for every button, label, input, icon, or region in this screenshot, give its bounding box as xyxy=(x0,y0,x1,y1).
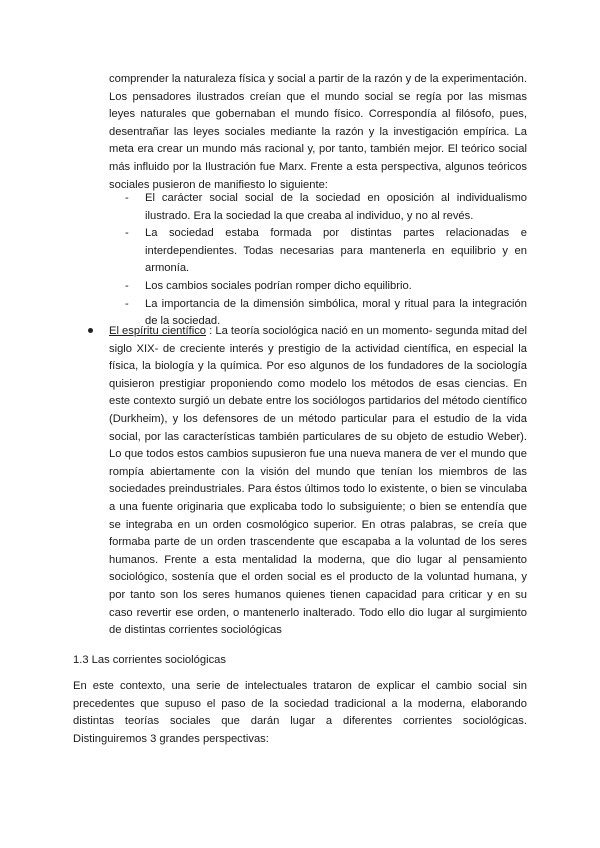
dash-list xyxy=(125,190,527,331)
bullet-item-espiritu-cientifico xyxy=(88,323,527,640)
dash-marker: - xyxy=(125,227,129,240)
bullet-dot-icon xyxy=(88,328,93,333)
section-heading: 1.3 Las corrientes sociológicas xyxy=(73,654,226,666)
bullet-title: El espíritu científico xyxy=(109,325,207,337)
dash-marker: - xyxy=(125,297,129,310)
list-item xyxy=(125,278,527,296)
intro-paragraph: comprender la naturaleza física y social a partir de la razón y de la experimentación. Los pensadores ilustrados creían que el mundo social se regía por las mismas leyes naturales que gobernaban el mundo físico. Correspondía al filósofo, pues, desentrañar las leyes sociales mediante la razón y la investigación empírica. La meta era crear un mundo más racional y, por tanto, también mejor. El teórico social más influido por la Ilustración fue Marx. Frente a esta perspectiva, algunos teóricos sociales pusieron de manifiesto lo siguiente: xyxy=(109,73,527,191)
bullet-text: : La teoría sociológica nació en un momento- segunda mitad del siglo XIX- de creciente interés y prestigio de la actividad científica, en especial la física, la biología y la química. Por eso algunos de los fundadores de la sociología quisieron prestigiar proponiendo como modelo los métodos de esas ciencias. En este contexto surgió un debate entre los sociólogos partidarios del método científico (Durkheim), y los defensores de un método particular para el estudio de la vida social, por las características también particulares de su objeto de estudio Weber). Lo que todos estos cambios supusieron fue una nueva manera de ver el mundo que rompía abiertamente con la visión del mundo que tenían los miembros de las sociedades preindustriales. Para éstos últimos todo lo existente, o bien se vinculaba a una fuente originaria que explicaba todo lo subsiguiente; o bien se entendía que se integraba en un orden cosmológico superior. En otras palabras, se creía que formaba parte de un orden trascendente que escapaba a la voluntad de los seres humanos. Frente a esta mentalidad la moderna, que dio lugar al pensamiento sociológico, sostenía que el orden social es el producto de la voluntad humana, y por tanto son los seres humanos quienes tienen capacidad para criticar y en su caso revertir ese orden, o mantenerlo inalterado. Todo ello dio lugar al surgimiento de distintas corrientes sociológicas xyxy=(109,325,527,637)
dash-marker: - xyxy=(125,279,129,292)
dash-marker: - xyxy=(125,192,129,204)
list-item-text: Los cambios sociales podrían romper dicho equilibrio. xyxy=(145,279,412,292)
list-item-text: La sociedad estaba formada por distintas partes relacionadas e interdependientes. Todas necesarias para mantenerla en equilibrio y en armonía. xyxy=(145,227,527,275)
section-paragraph: En este contexto, una serie de intelectuales trataron de explicar el cambio social sin precedentes que supuso el paso de la sociedad tradicional a la moderna, elaborando distintas teorías sociales que darán lugar a diferentes corrientes sociológicas. Distinguiremos 3 grandes perspectivas: xyxy=(73,680,527,745)
list-item xyxy=(125,225,527,278)
list-item-text: El carácter social social de la sociedad en oposición al individualismo ilustrado. Era la sociedad la que creaba al individuo, y no al revés. xyxy=(145,192,527,222)
bullet-paragraph xyxy=(109,323,527,640)
list-item-text: La importancia de la dimensión simbólica, moral y ritual para la integración de la sociedad. xyxy=(145,297,527,328)
list-item xyxy=(125,190,527,225)
